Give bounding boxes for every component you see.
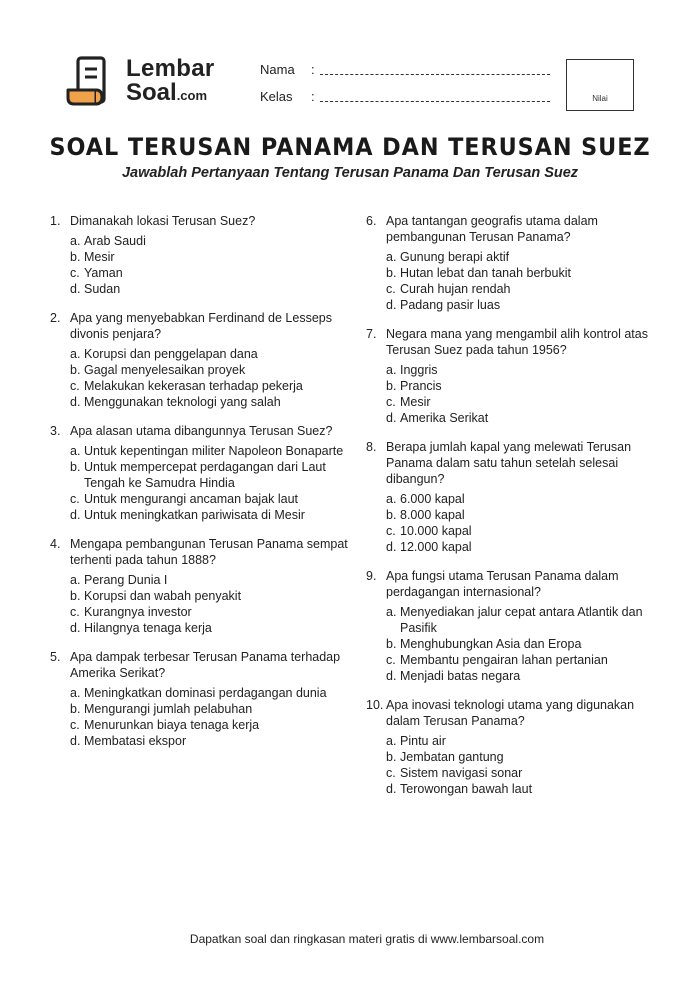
option-text: Kurangnya investor [84, 605, 192, 619]
option-letter: a. [70, 444, 81, 458]
answer-option[interactable] [70, 733, 350, 749]
option-text: Mengurangi jumlah pelabuhan [84, 702, 253, 716]
option-letter: a. [386, 734, 397, 748]
option-letter: b. [70, 363, 81, 377]
answer-option[interactable] [70, 717, 350, 733]
option-text: Sudan [84, 282, 121, 296]
option-letter: d. [70, 282, 81, 296]
option-text: Menurunkan biaya tenaga kerja [84, 718, 260, 732]
option-letter: d. [70, 508, 81, 522]
option-letter: d. [386, 669, 397, 683]
answer-option[interactable] [386, 539, 666, 555]
option-text: Sistem navigasi sonar [400, 766, 523, 780]
answer-option[interactable] [386, 781, 666, 797]
option-text: Curah hujan rendah [400, 282, 511, 296]
question-item [366, 568, 666, 684]
answer-option[interactable] [386, 410, 666, 426]
question-number: 7. [366, 327, 377, 341]
option-text: Arab Saudi [84, 234, 146, 248]
option-text: Menghubungkan Asia dan Eropa [400, 637, 582, 651]
option-text: Korupsi dan penggelapan dana [84, 347, 258, 361]
page-title: SOAL TERUSAN PANAMA DAN TERUSAN SUEZ [49, 133, 651, 161]
question-number: 10. [366, 698, 384, 712]
options-list [366, 491, 666, 555]
question-text: Apa tantangan geografis utama dalam pembangunan Terusan Panama? [386, 214, 598, 244]
question-item [50, 213, 350, 297]
option-text: Meningkatkan dominasi perdagangan dunia [84, 686, 327, 700]
option-letter: c. [386, 395, 396, 409]
answer-option[interactable] [386, 523, 666, 539]
question-text: Berapa jumlah kapal yang melewati Terusan Panama dalam satu tahun setelah selesai dibangun? [386, 440, 632, 486]
option-letter: d. [386, 782, 397, 796]
option-text: Menjadi batas negara [400, 669, 521, 683]
option-letter: c. [386, 653, 396, 667]
option-letter: a. [70, 686, 81, 700]
nilai-box[interactable] [566, 59, 634, 111]
option-letter: b. [386, 379, 397, 393]
answer-option[interactable] [70, 459, 350, 491]
kelas-colon: : [311, 89, 315, 104]
question-text: Apa yang menyebabkan Ferdinand de Lesseps divonis penjara? [70, 311, 332, 341]
options-list [50, 685, 350, 749]
option-text: 8.000 kapal [400, 508, 465, 522]
option-text: Untuk kepentingan militer Napoleon Bonaparte [84, 444, 344, 458]
answer-option[interactable] [386, 281, 666, 297]
option-text: Menyediakan jalur cepat antara Atlantik dan Pasifik [400, 605, 643, 635]
question-number: 1. [50, 214, 61, 228]
answer-option[interactable] [386, 378, 666, 394]
answer-option[interactable] [70, 233, 350, 249]
option-letter: c. [70, 379, 80, 393]
option-letter: c. [70, 605, 80, 619]
options-list [366, 604, 666, 684]
option-letter: d. [386, 298, 397, 312]
option-text: Terowongan bawah laut [400, 782, 533, 796]
options-list [50, 572, 350, 636]
question-item [366, 213, 666, 313]
answer-option[interactable] [386, 668, 666, 684]
answer-option[interactable] [70, 604, 350, 620]
logo-line1: Lembar [126, 55, 215, 82]
option-text: Gagal menyelesaikan proyek [84, 363, 246, 377]
question-number: 5. [50, 650, 61, 664]
option-letter: a. [70, 573, 81, 587]
answer-option[interactable] [70, 249, 350, 265]
option-text: Jembatan gantung [400, 750, 504, 764]
page-subtitle: Jawablah Pertanyaan Tentang Terusan Panama Dan Terusan Suez [121, 165, 579, 181]
option-letter: c. [386, 282, 396, 296]
option-text: Prancis [400, 379, 442, 393]
question-item [50, 310, 350, 410]
answer-option[interactable] [70, 346, 350, 362]
option-letter: a. [386, 492, 397, 506]
option-letter: b. [386, 266, 397, 280]
option-text: Yaman [84, 266, 123, 280]
answer-option[interactable] [386, 362, 666, 378]
document-icon [66, 55, 118, 109]
question-number: 3. [50, 424, 61, 438]
option-letter: a. [386, 605, 397, 619]
question-text: Apa alasan utama dibangunnya Terusan Suez? [70, 424, 333, 438]
answer-option[interactable] [70, 491, 350, 507]
answer-option[interactable] [386, 507, 666, 523]
answer-option[interactable] [70, 507, 350, 523]
nama-label: Nama [260, 62, 295, 77]
kelas-input-line[interactable] [320, 101, 550, 102]
site-logo [66, 55, 226, 111]
option-letter: c. [70, 266, 80, 280]
question-number: 2. [50, 311, 61, 325]
option-text: Membatasi ekspor [84, 734, 187, 748]
option-text: Mesir [84, 250, 115, 264]
option-text: Hilangnya tenaga kerja [84, 621, 212, 635]
option-letter: d. [386, 540, 397, 554]
option-text: Padang pasir luas [400, 298, 501, 312]
answer-option[interactable] [386, 749, 666, 765]
option-letter: a. [386, 363, 397, 377]
question-text: Negara mana yang mengambil alih kontrol atas Terusan Suez pada tahun 1956? [386, 327, 648, 357]
option-letter: d. [70, 395, 81, 409]
options-list [366, 362, 666, 426]
nama-colon: : [311, 62, 315, 77]
question-item [366, 697, 666, 797]
option-text: Menggunakan teknologi yang salah [84, 395, 281, 409]
question-number: 8. [366, 440, 377, 454]
options-list [50, 346, 350, 410]
option-letter: b. [386, 750, 397, 764]
option-text: Pintu air [400, 734, 446, 748]
option-text: 6.000 kapal [400, 492, 465, 506]
answer-option[interactable] [70, 620, 350, 636]
option-letter: b. [70, 250, 81, 264]
logo-suffix: .com [176, 88, 208, 103]
option-letter: d. [70, 734, 81, 748]
option-text: Melakukan kekerasan terhadap pekerja [84, 379, 303, 393]
option-text: Amerika Serikat [400, 411, 489, 425]
option-text: Membantu pengairan lahan pertanian [400, 653, 608, 667]
option-letter: b. [70, 460, 81, 474]
option-text: Untuk meningkatkan pariwisata di Mesir [84, 508, 305, 522]
answer-option[interactable] [70, 394, 350, 410]
option-text: Untuk mempercepat perdagangan dari Laut Tengah ke Samudra Hindia [84, 460, 326, 490]
answer-option[interactable] [70, 281, 350, 297]
option-text: Mesir [400, 395, 431, 409]
answer-option[interactable] [70, 685, 350, 701]
question-item [50, 536, 350, 636]
questions-right-column [366, 213, 666, 810]
options-list [50, 233, 350, 297]
question-number: 6. [366, 214, 377, 228]
question-text: Mengapa pembangunan Terusan Panama sempat terhenti pada tahun 1888? [70, 537, 348, 567]
question-item [366, 439, 666, 555]
nilai-label: Nilai [592, 94, 608, 103]
question-text: Apa inovasi teknologi utama yang digunakan dalam Terusan Panama? [386, 698, 635, 728]
footer-note: Dapatkan soal dan ringkasan materi gratis di www.lembarsoal.com [189, 932, 545, 946]
answer-option[interactable] [70, 572, 350, 588]
questions-left-column [50, 213, 350, 762]
option-text: Inggris [400, 363, 438, 377]
option-letter: b. [386, 508, 397, 522]
answer-option[interactable] [70, 588, 350, 604]
logo-wordmark [126, 57, 215, 108]
option-text: 10.000 kapal [400, 524, 472, 538]
question-item [366, 326, 666, 426]
nama-input-line[interactable] [320, 74, 550, 75]
question-text: Dimanakah lokasi Terusan Suez? [70, 214, 256, 228]
question-number: 9. [366, 569, 377, 583]
answer-option[interactable] [386, 733, 666, 749]
option-text: Hutan lebat dan tanah berbukit [400, 266, 571, 280]
question-item [50, 649, 350, 749]
options-list [50, 443, 350, 523]
option-text: Gunung berapi aktif [400, 250, 510, 264]
question-item [50, 423, 350, 523]
option-text: Korupsi dan wabah penyakit [84, 589, 242, 603]
question-number: 4. [50, 537, 61, 551]
option-letter: c. [70, 492, 80, 506]
options-list [366, 733, 666, 797]
option-letter: b. [70, 702, 81, 716]
question-text: Apa fungsi utama Terusan Panama dalam perdagangan internasional? [386, 569, 619, 599]
answer-option[interactable] [70, 443, 350, 459]
answer-option[interactable] [386, 765, 666, 781]
answer-option[interactable] [70, 362, 350, 378]
answer-option[interactable] [386, 491, 666, 507]
option-text: Perang Dunia I [84, 573, 168, 587]
option-text: 12.000 kapal [400, 540, 472, 554]
options-list [366, 249, 666, 313]
answer-option[interactable] [70, 265, 350, 281]
answer-option[interactable] [386, 652, 666, 668]
logo-line2: Soal [126, 79, 177, 106]
option-letter: a. [70, 347, 81, 361]
option-letter: c. [386, 524, 396, 538]
answer-option[interactable] [386, 604, 666, 636]
answer-option[interactable] [386, 636, 666, 652]
answer-option[interactable] [386, 394, 666, 410]
answer-option[interactable] [70, 378, 350, 394]
option-letter: a. [70, 234, 81, 248]
option-letter: d. [70, 621, 81, 635]
question-text: Apa dampak terbesar Terusan Panama terhadap Amerika Serikat? [70, 650, 341, 680]
option-letter: b. [70, 589, 81, 603]
option-letter: a. [386, 250, 397, 264]
option-letter: d. [386, 411, 397, 425]
answer-option[interactable] [386, 297, 666, 313]
answer-option[interactable] [386, 249, 666, 265]
answer-option[interactable] [386, 265, 666, 281]
answer-option[interactable] [70, 701, 350, 717]
option-letter: c. [386, 766, 396, 780]
option-letter: c. [70, 718, 80, 732]
option-text: Untuk mengurangi ancaman bajak laut [84, 492, 299, 506]
option-letter: b. [386, 637, 397, 651]
kelas-label: Kelas [260, 89, 293, 104]
